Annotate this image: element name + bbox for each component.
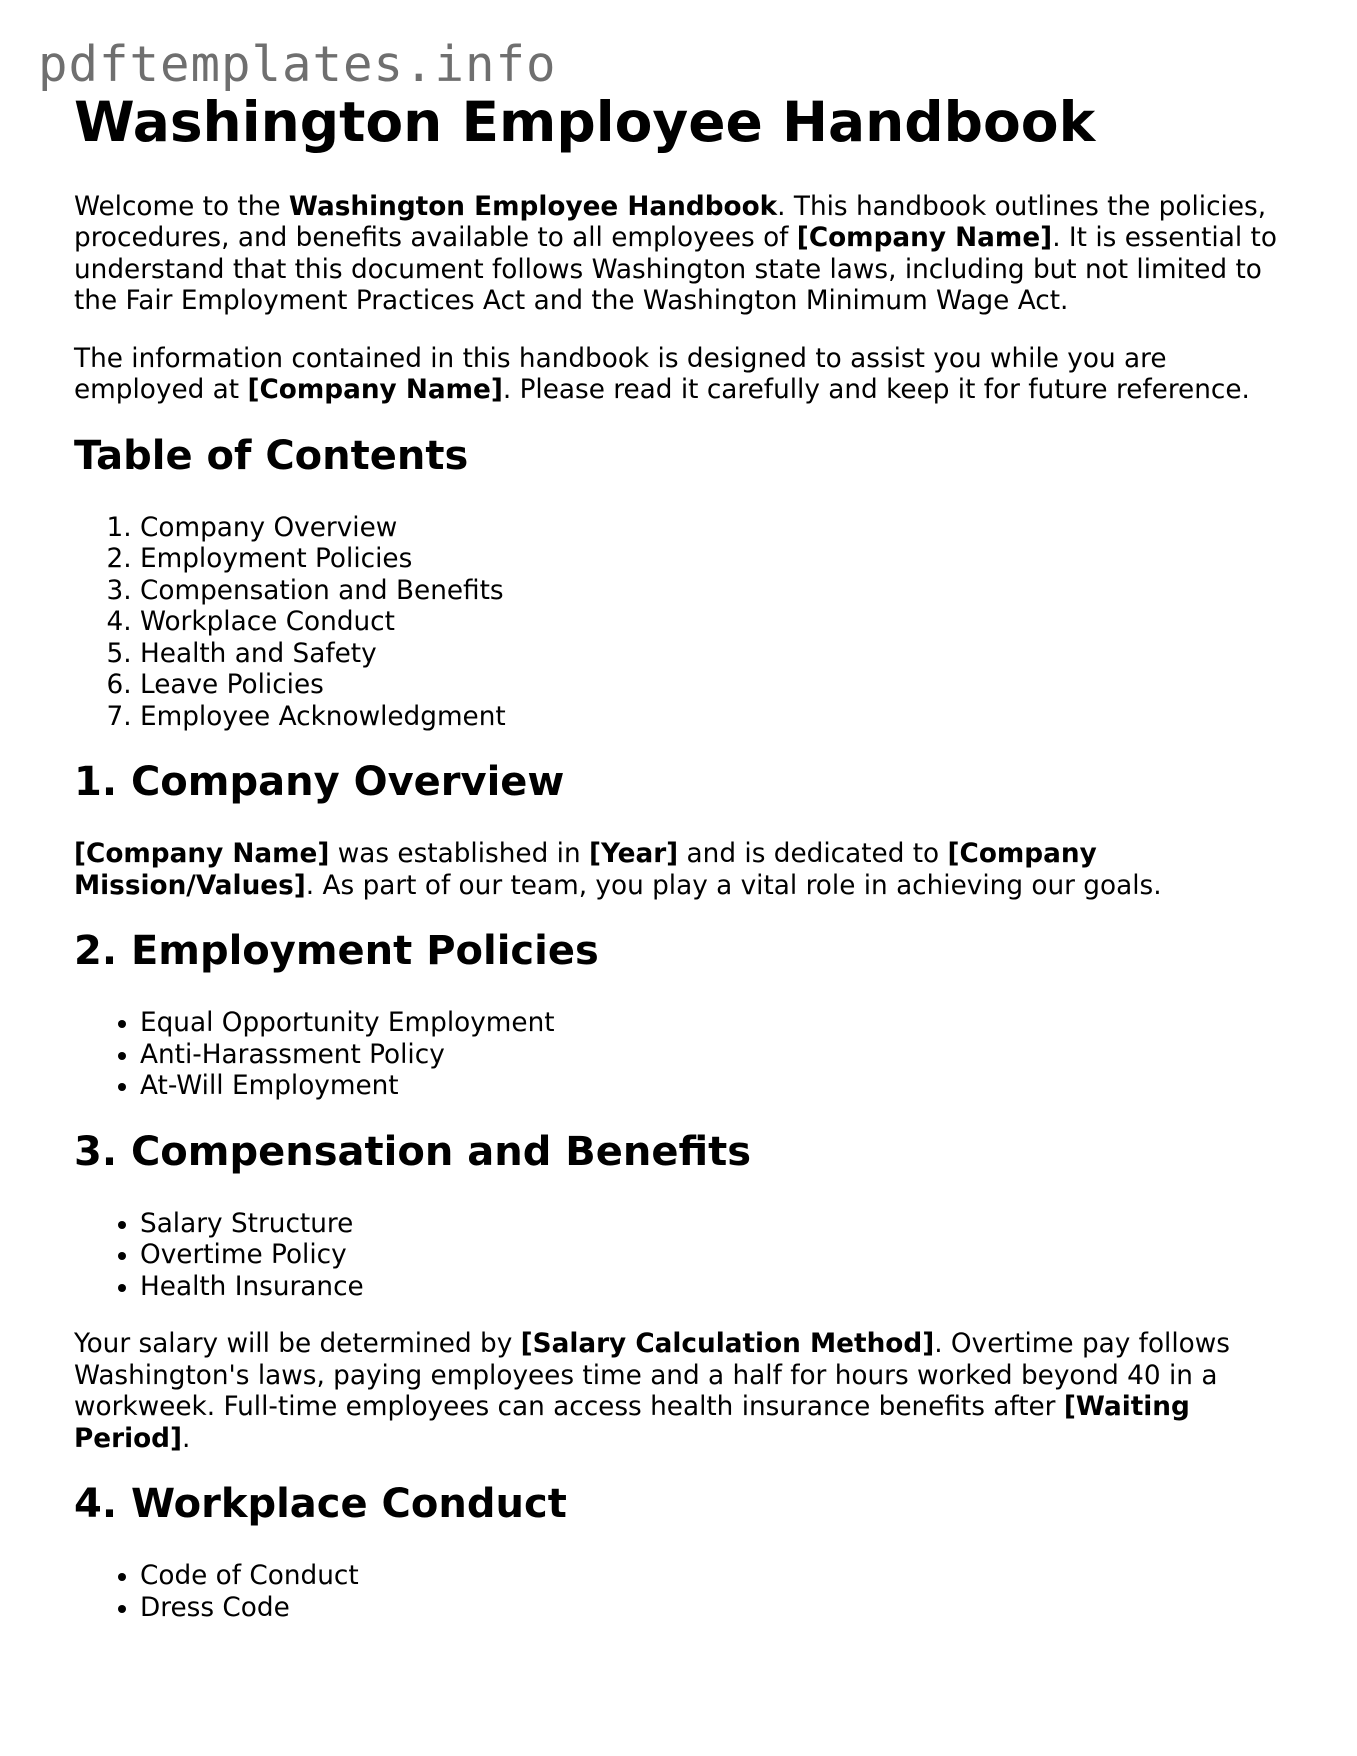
toc-item: 7. Employee Acknowledgment	[140, 702, 1289, 734]
document-page	[74, 92, 1289, 1650]
intro-paragraph-2	[74, 344, 1289, 407]
overview-text-f: . As part of our team, you play a vital role in achieving our goals.	[305, 870, 1162, 901]
toc-item: 6. Leave Policies	[140, 670, 1289, 702]
section-heading-company-overview: 1. Company Overview	[74, 759, 565, 806]
toc-item: 4. Workplace Conduct	[140, 607, 1289, 639]
overview-text-b: was established in	[329, 839, 589, 870]
intro-p1-text-c: . This handbook outlines the policies, procedures, and benefits available to all employees of	[74, 191, 1267, 254]
intro-p2-company-placeholder: [Company Name]	[247, 375, 503, 406]
section-heading-employment-policies: 2. Employment Policies	[74, 928, 599, 975]
toc-item: 3. Compensation and Benefits	[140, 576, 1289, 608]
list-item: • Salary Structure	[140, 1209, 1289, 1241]
list-item: • Code of Conduct	[140, 1561, 1289, 1593]
list-item: • Anti-Harassment Policy	[140, 1040, 1289, 1072]
overview-company-placeholder: [Company Name]	[74, 839, 330, 870]
section-heading-compensation-benefits: 3. Compensation and Benefits	[74, 1128, 752, 1175]
comp-salary-method-placeholder: [Salary Calculation Method]	[520, 1329, 935, 1360]
list-item: • At-Will Employment	[140, 1071, 1289, 1103]
intro-p2-text-a: The information contained in this handbook is designed to assist you while you are employed at	[74, 343, 1167, 406]
overview-year-placeholder: [Year]	[588, 839, 679, 870]
compensation-list	[74, 1209, 1289, 1304]
employment-policies-list	[74, 1008, 1289, 1103]
document-title: Washington Employee Handbook	[74, 90, 1096, 154]
overview-text-d: and is dedicated to	[678, 839, 948, 870]
comp-waiting-period-placeholder: [Waiting Period]	[74, 1392, 1190, 1454]
intro-p1-text-a: Welcome to the	[74, 191, 289, 222]
list-item: • Health Insurance	[140, 1272, 1289, 1304]
workplace-conduct-list	[74, 1561, 1289, 1624]
intro-p2-text-c: . Please read it carefully and keep it for future reference.	[502, 375, 1250, 406]
comp-text-e: .	[182, 1423, 191, 1454]
toc-item: 2. Employment Policies	[140, 544, 1289, 576]
section-heading-workplace-conduct: 4. Workplace Conduct	[74, 1481, 567, 1528]
intro-p1-company-placeholder: [Company Name]	[796, 223, 1053, 254]
toc-item: 1. Company Overview	[140, 513, 1289, 545]
comp-text-a: Your salary will be determined by	[74, 1329, 521, 1360]
intro-p1-text-e: . It is essential to understand that this document follows Washington state laws, including but not limited to the Fair Employment Practices Act and the Washington Minimum Wage Act.	[74, 223, 1277, 317]
list-item: • Dress Code	[140, 1593, 1289, 1625]
toc-list	[74, 513, 1289, 734]
toc-heading: Table of Contents	[74, 432, 469, 479]
watermark: pdftemplates.info	[38, 36, 557, 93]
list-item: • Equal Opportunity Employment	[140, 1008, 1289, 1040]
compensation-paragraph	[74, 1329, 1289, 1455]
intro-p1-handbook-name: Washington Employee Handbook	[288, 191, 778, 222]
overview-mission-placeholder: [Company Mission/Values]	[74, 839, 1097, 901]
comp-text-c: . Overtime pay follows Washington's laws, paying employees time and a half for hours worked beyond 40 in a workweek. Full-time employees can access health insurance benefits after	[74, 1329, 1230, 1423]
list-item: • Overtime Policy	[140, 1240, 1289, 1272]
company-overview-paragraph	[74, 839, 1289, 902]
toc-item: 5. Health and Safety	[140, 639, 1289, 671]
intro-paragraph-1	[74, 192, 1289, 318]
